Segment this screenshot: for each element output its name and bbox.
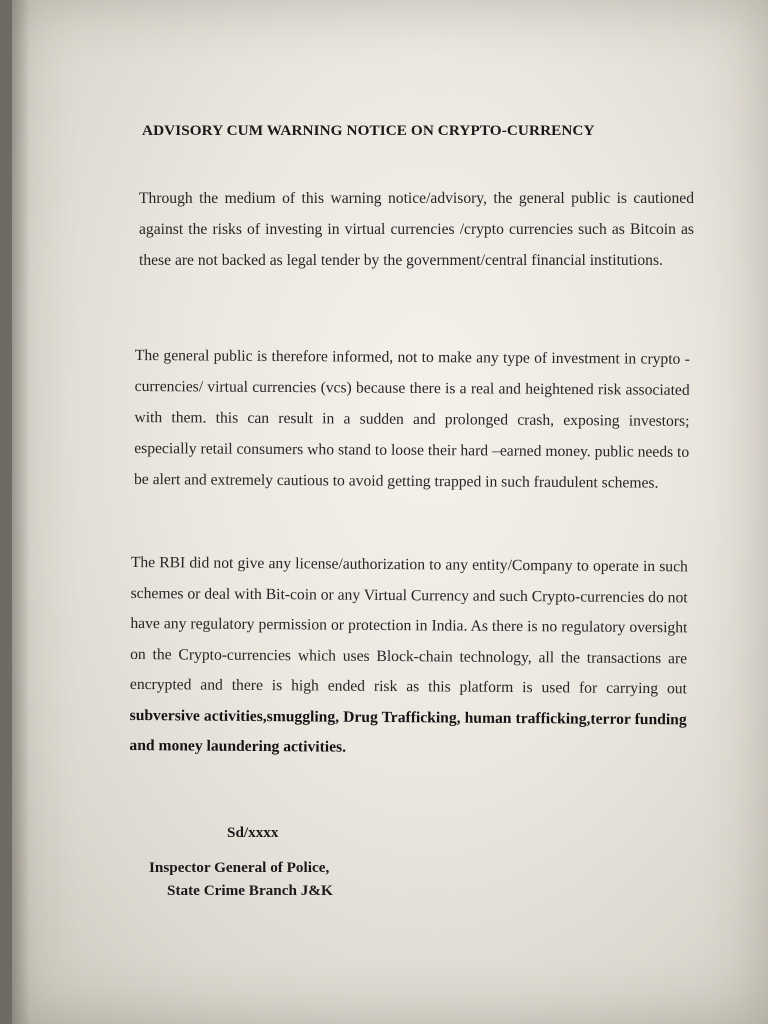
signature-office: State Crime Branch J&K [167,882,333,899]
paragraph-rbi-license-emphasis: subversive activities,smuggling, Drug Trafficking, human trafficking,terror funding and money laundering activities. [129,706,687,756]
paragraph-advisory: Through the medium of this warning notice/advisory, the general public is cautioned against the risks of investing in virtual currencies /crypto currencies such as Bitcoin as these are not backed as legal tender by the government/central financial institutions. [139,190,694,269]
paragraph-investment-warning: The general public is therefore informed, not to make any type of investment in crypto - currencies/ virtual currencies (vcs) because there is a real and heightened risk associated with them. this can result in a sudden and prolonged crash, exposing investors; especially retail consumers who stand to loose their hard –earned money. public needs to be alert and extremely cautious to avoid getting trapped in such fraudulent schemes. [133,346,690,492]
paragraph-rbi-license-text: The RBI did not give any license/authorization to any entity/Company to operate in such schemes or deal with Bit-coin or any Virtual Currency and such Crypto-currencies do not have any regulatory permission or protection in India. As there is no regulatory oversight on the Crypto-currencies which uses Block-chain technology, all the transactions are encrypted and there is high ended risk as this platform is used for carrying out [129,553,688,698]
notice-title: ADVISORY CUM WARNING NOTICE ON CRYPTO-CURRENCY [142,122,595,139]
signature-designation: Inspector General of Police, [149,859,330,876]
signature-block [149,856,333,902]
notice-paper [12,0,768,1024]
paragraph-rbi-license [129,548,688,766]
signature-mark: Sd/xxxx [227,824,279,841]
